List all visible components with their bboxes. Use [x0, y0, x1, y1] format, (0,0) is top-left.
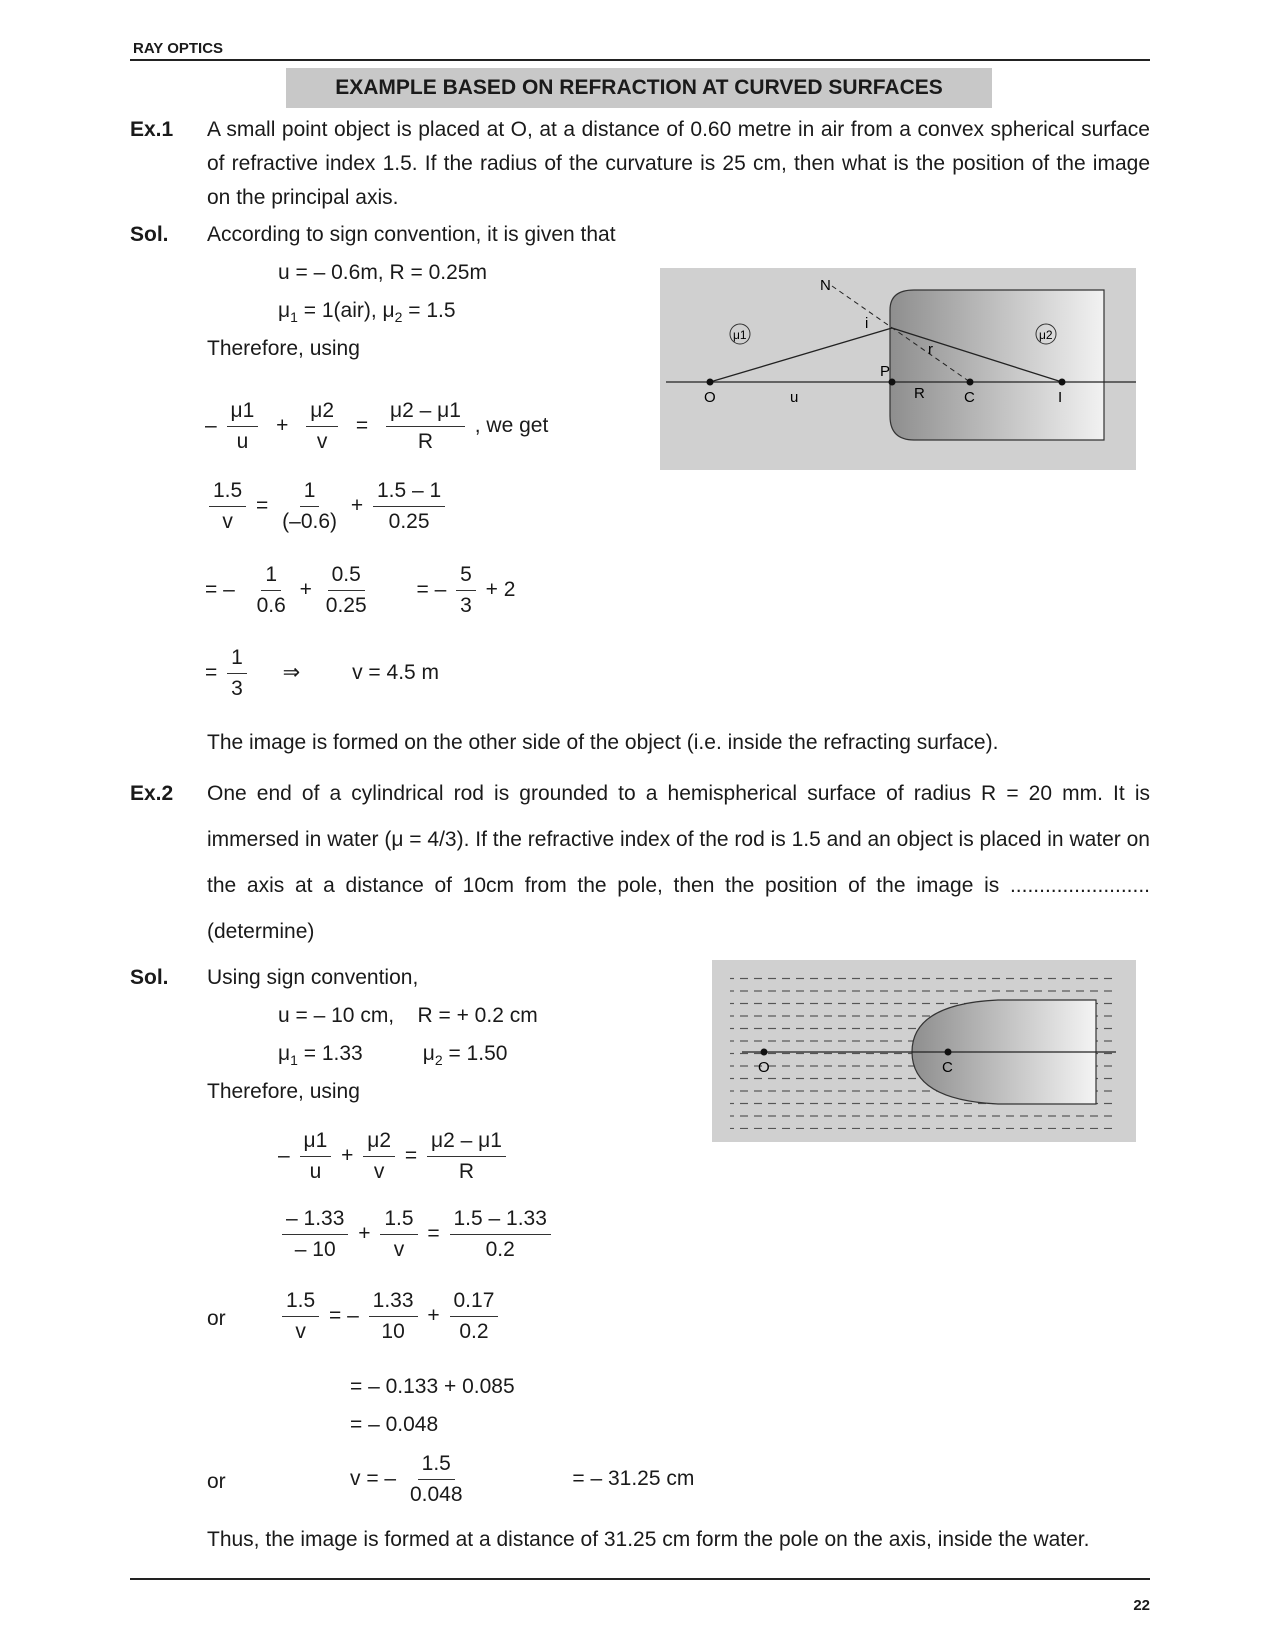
ex2-sol-label: Sol.: [130, 966, 169, 989]
label-mu1: μ1: [733, 328, 747, 342]
ex1-given1: u = – 0.6m, R = 0.25m: [278, 261, 487, 284]
implies-arrow: ⇒: [282, 661, 301, 685]
numerator: 1.5 – 1.33: [450, 1206, 551, 1235]
we-get: , we get: [474, 414, 549, 438]
fraction: [450, 1206, 551, 1263]
ex2-given1: u = – 10 cm, R = + 0.2 cm: [278, 1004, 538, 1027]
numerator: μ1: [300, 1128, 332, 1157]
fraction: [456, 562, 476, 619]
denominator: – 10: [294, 1238, 336, 1261]
op: +: [358, 1222, 371, 1246]
label-u: u: [790, 389, 799, 406]
fraction: [282, 1206, 348, 1263]
ex2-rod-diagram: [712, 960, 1136, 1142]
denominator: R: [417, 430, 434, 453]
denominator: v: [316, 430, 328, 453]
op: =: [355, 414, 369, 438]
ex1-step1: [205, 478, 449, 535]
ex2-therefore: Therefore, using: [207, 1080, 360, 1103]
ex2-mu2-value: = 1.50: [442, 1042, 508, 1065]
page-number: 22: [1133, 1597, 1150, 1614]
fraction: [253, 562, 290, 619]
denominator: v: [295, 1320, 306, 1343]
op: + 2: [485, 578, 516, 602]
ex1-step2: [205, 562, 515, 619]
label-I: I: [1058, 389, 1063, 406]
numerator: 0.17: [450, 1288, 499, 1317]
denominator: v: [222, 510, 233, 533]
ex1-refraction-diagram: [660, 268, 1136, 470]
fraction: [427, 1128, 506, 1185]
denominator: 0.2: [485, 1238, 515, 1261]
op: –: [205, 414, 217, 438]
ex2-mu1-value: = 1.33: [297, 1042, 363, 1065]
ex1-conclusion: The image is formed on the other side of the object (i.e. inside the refracting surface).: [207, 731, 999, 754]
numerator: 1: [300, 478, 320, 507]
numerator: 1.5: [418, 1451, 455, 1480]
op: +: [276, 414, 289, 438]
label-C: C: [942, 1059, 953, 1076]
ex2-step4: = – 0.048: [350, 1413, 439, 1436]
op: =: [404, 1144, 418, 1168]
fraction: [369, 1288, 418, 1345]
label-R: R: [914, 385, 925, 402]
fraction: [363, 1128, 395, 1185]
denominator: 0.048: [409, 1483, 463, 1506]
label-i: i: [865, 315, 869, 332]
convex-medium: [890, 290, 1104, 440]
ex1-label: Ex.1: [130, 118, 174, 141]
fraction: [227, 398, 259, 455]
fraction: [322, 562, 371, 619]
ex1-given2-b: = 1.5: [402, 299, 456, 322]
point-O: [707, 379, 714, 386]
fraction: [386, 398, 465, 455]
label-C: C: [964, 389, 975, 406]
fraction: [306, 398, 338, 455]
ex2-step5: [350, 1451, 694, 1508]
numerator: 1.5: [209, 478, 246, 507]
op: = –: [329, 1304, 359, 1328]
ex1-question: A small point object is placed at O, at a distance of 0.60 metre in air from a convex spherical surface of refractive index 1.5. If the radius of the curvature is 25 cm, then what is the position of the image on the principal axis.: [207, 118, 1150, 209]
label-N: N: [820, 277, 831, 294]
numerator: μ2: [363, 1128, 395, 1157]
denominator: (–0.6): [282, 510, 338, 533]
label-P: P: [880, 363, 891, 380]
ex2-step1: [278, 1206, 555, 1263]
fraction: [380, 1206, 417, 1263]
ex1-given2: $\mu_1 = 1(air)$, $\mu_2 = 1.5$: [278, 299, 456, 326]
op: +: [341, 1144, 354, 1168]
ex2-or-2: or: [207, 1470, 226, 1493]
label-O: O: [704, 389, 716, 406]
ex2-result: = – 31.25 cm: [572, 1467, 695, 1491]
numerator: 5: [456, 562, 476, 591]
ex2-sol-intro: Using sign convention,: [207, 966, 419, 989]
ex2-label: Ex.2: [130, 782, 174, 805]
point-I: [1059, 379, 1066, 386]
denominator: 0.6: [256, 594, 286, 617]
running-header: RAY OPTICS: [133, 40, 224, 57]
section-title: EXAMPLE BASED ON REFRACTION AT CURVED SURFACES: [286, 68, 992, 108]
denominator: 0.25: [388, 510, 430, 533]
fraction: [282, 1288, 319, 1345]
op: =: [205, 661, 218, 685]
denominator: 0.25: [325, 594, 367, 617]
denominator: 3: [231, 677, 243, 700]
ex2-or-1: or: [207, 1307, 226, 1330]
denominator: 10: [381, 1320, 405, 1343]
numerator: 1: [261, 562, 281, 591]
ex1-formula: [205, 398, 548, 455]
ex1-sol-label: Sol.: [130, 223, 169, 246]
op: = –: [416, 578, 447, 602]
fraction: [227, 645, 247, 702]
point-C: [945, 1049, 952, 1056]
ex1-step3: [205, 645, 439, 702]
numerator: μ2 – μ1: [386, 398, 465, 427]
op: v = –: [350, 1467, 397, 1491]
footer-rule: [130, 1578, 1150, 1580]
ex2-step3: = – 0.133 + 0.085: [350, 1375, 515, 1398]
ex2-question: One end of a cylindrical rod is grounded to a hemispherical surface of radius R = 20 mm. It is immersed in water (μ = 4/3). If the refractive index of the rod is 1.5 and an object is placed in water on the axis at a distance of 10cm from the pole, then the position of the image is ........................ (determine): [207, 782, 1150, 943]
ex1-given2-a: = 1(air),: [297, 299, 383, 322]
denominator: R: [458, 1160, 475, 1183]
numerator: μ1: [227, 398, 259, 427]
ex1-sol-intro: According to sign convention, it is given that: [207, 223, 616, 246]
op: +: [427, 1304, 440, 1328]
fraction: [278, 478, 341, 535]
denominator: u: [236, 430, 249, 453]
fraction: [406, 1451, 467, 1508]
ex2-formula: [278, 1128, 510, 1185]
op: =: [256, 494, 269, 518]
header-rule: [130, 59, 1150, 61]
ex2-given2: $\mu_1 = 1.33$ $\mu_2 = 1.50$: [278, 1042, 508, 1069]
label-O: O: [758, 1059, 770, 1076]
numerator: 1.33: [369, 1288, 418, 1317]
op: = –: [205, 578, 235, 602]
numerator: μ2 – μ1: [427, 1128, 506, 1157]
denominator: 3: [460, 594, 472, 617]
numerator: – 1.33: [282, 1206, 348, 1235]
fraction: [209, 478, 246, 535]
numerator: 1.5: [282, 1288, 319, 1317]
ex2-conclusion: Thus, the image is formed at a distance of 31.25 cm form the pole on the axis, inside the water.: [207, 1528, 1090, 1551]
op: +: [350, 494, 364, 518]
ex2-step2: [278, 1288, 502, 1345]
ex1-therefore: Therefore, using: [207, 337, 360, 360]
fraction: [300, 1128, 332, 1185]
numerator: 0.5: [328, 562, 365, 591]
numerator: 1: [227, 645, 247, 674]
op: =: [427, 1222, 440, 1246]
op: –: [278, 1144, 290, 1168]
denominator: 0.2: [459, 1320, 489, 1343]
label-mu2: μ2: [1039, 328, 1053, 342]
numerator: μ2: [306, 398, 338, 427]
numerator: 1.5: [380, 1206, 417, 1235]
op: +: [299, 578, 312, 602]
denominator: v: [393, 1238, 405, 1261]
label-r: r: [928, 341, 933, 358]
denominator: u: [309, 1160, 322, 1183]
point-C: [967, 379, 974, 386]
ex1-result: v = 4.5 m: [352, 661, 440, 685]
fraction: [373, 478, 445, 535]
fraction: [450, 1288, 499, 1345]
numerator: 1.5 – 1: [373, 478, 445, 507]
denominator: v: [373, 1160, 385, 1183]
point-O: [761, 1049, 768, 1056]
